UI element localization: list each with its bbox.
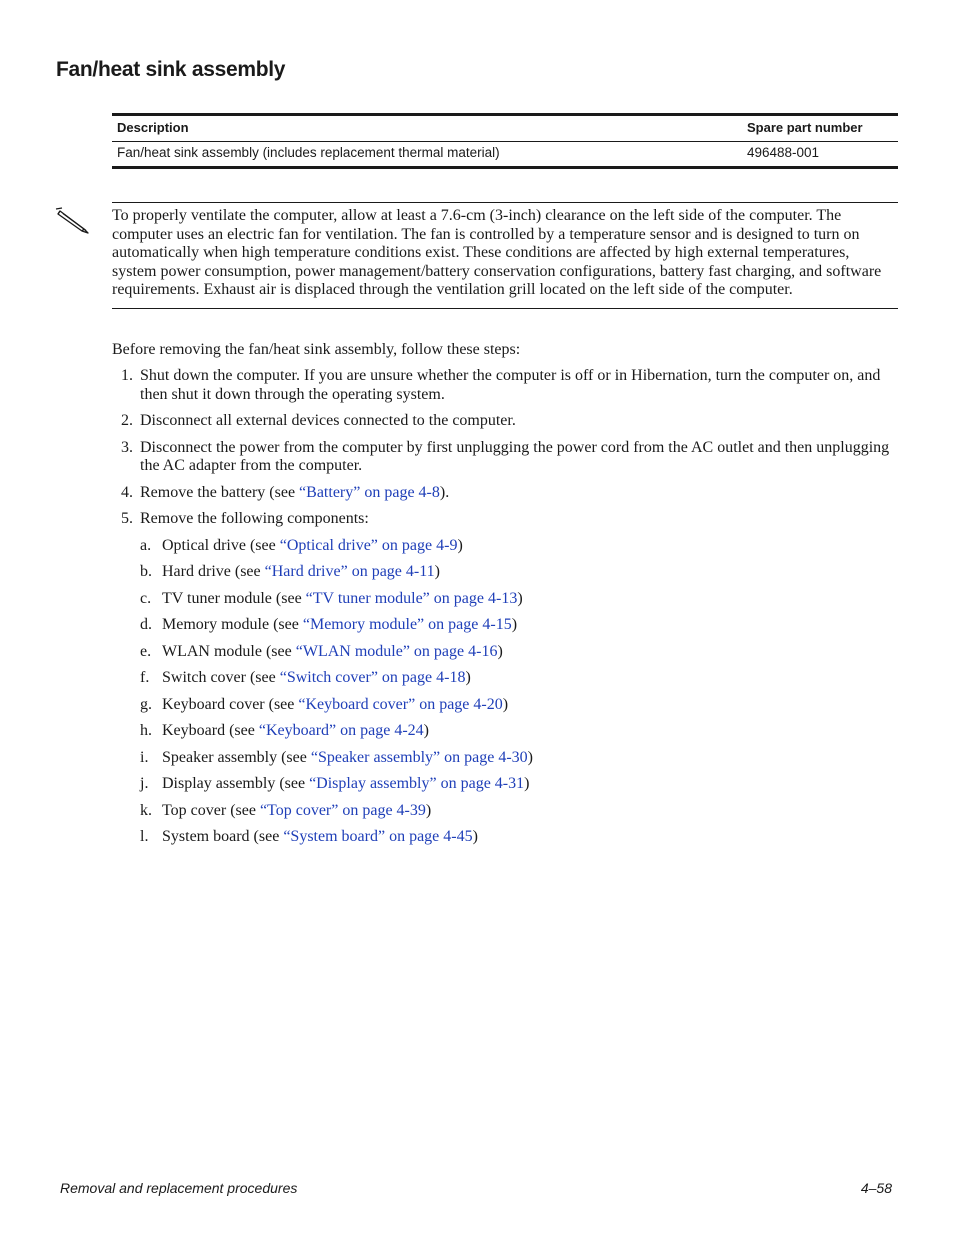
item-suffix: ) xyxy=(524,775,530,792)
footer-page-number: 4–58 xyxy=(860,1180,892,1196)
note-text: To properly ventilate the computer, allow at least a 7.6-cm (3-inch) clearance on the left side of the computer. The computer uses an electric fan for ventilation. The fan is controlled by a temperature sensor and is designed to turn on automatically when high temperature conditions exist. These conditions are affected by high external temperatures, system power consumption, power management/battery conservation configurations, battery fast charging, and software requirements. Exhaust air is displaced through the ventilation grill located on the left side of the computer. xyxy=(112,207,882,298)
item-letter: f. xyxy=(140,669,150,686)
table-row xyxy=(112,142,898,168)
step-text: Shut down the computer. If you are unsure whether the computer is off or in Hibernation, turn the computer on, and then shut it down through the operating system. xyxy=(140,367,881,403)
item-text: WLAN module (see xyxy=(162,642,296,660)
intro-text: Before removing the fan/heat sink assembly, follow these steps: xyxy=(112,341,521,358)
item-suffix: ) xyxy=(497,642,503,660)
item-suffix: ) xyxy=(472,828,478,845)
memory-module-link[interactable]: “Memory module” on page 4-15 xyxy=(302,616,512,633)
step-item xyxy=(112,484,898,503)
list-item xyxy=(140,669,898,688)
item-letter: g. xyxy=(140,695,152,713)
item-text: Keyboard (see xyxy=(162,722,259,739)
spare-parts-table xyxy=(112,113,898,169)
keyboard-link[interactable]: “Keyboard” on page 4-24 xyxy=(258,722,424,739)
hard-drive-link[interactable]: “Hard drive” on page 4-11 xyxy=(264,563,435,580)
step-number: 2. xyxy=(121,412,133,429)
step-text: Disconnect the power from the computer by first unplugging the power cord from the AC outlet and then unplugging the AC adapter from the computer. xyxy=(140,438,890,474)
item-text: Optical drive (see xyxy=(162,536,280,554)
step-text: Remove the following components: xyxy=(140,510,369,527)
item-suffix: ) xyxy=(434,563,440,580)
step-number: 3. xyxy=(121,438,133,456)
table-header-row xyxy=(112,115,898,142)
item-text: Top cover (see xyxy=(162,801,260,819)
list-item xyxy=(140,643,898,662)
item-text: Switch cover (see xyxy=(162,669,280,686)
step-text: Disconnect all external devices connected to the computer. xyxy=(140,412,516,429)
list-item xyxy=(140,537,898,556)
item-letter: k. xyxy=(140,801,152,819)
item-letter: d. xyxy=(140,616,152,633)
wlan-module-link[interactable]: “WLAN module” on page 4-16 xyxy=(295,642,498,660)
item-suffix: ) xyxy=(527,748,533,766)
item-letter: a. xyxy=(140,536,152,554)
list-item xyxy=(140,802,898,821)
switch-cover-link[interactable]: “Switch cover” on page 4-18 xyxy=(279,669,466,686)
pencil-note-icon xyxy=(54,207,94,235)
column-header-description: Description xyxy=(117,120,189,135)
step-number: 1. xyxy=(121,367,133,384)
step-text: Remove the battery (see xyxy=(140,483,300,501)
list-item xyxy=(140,749,898,768)
item-text: Speaker assembly (see xyxy=(162,748,311,766)
item-text: System board (see xyxy=(162,828,284,845)
keyboard-cover-link[interactable]: “Keyboard cover” on page 4-20 xyxy=(298,695,503,713)
system-board-link[interactable]: “System board” on page 4-45 xyxy=(283,828,473,845)
item-suffix: ) xyxy=(465,669,471,686)
ventilation-note xyxy=(112,202,898,309)
step-item xyxy=(112,510,898,847)
optical-drive-link[interactable]: “Optical drive” on page 4-9 xyxy=(279,536,458,554)
procedure-steps xyxy=(112,367,898,855)
list-item xyxy=(140,616,898,635)
item-letter: i. xyxy=(140,748,149,766)
top-cover-link[interactable]: “Top cover” on page 4-39 xyxy=(259,801,426,819)
step-item xyxy=(112,439,898,476)
page-title: Fan/heat sink assembly xyxy=(56,58,286,81)
item-text: Memory module (see xyxy=(162,616,303,633)
column-header-spare-part-number: Spare part number xyxy=(747,120,863,135)
tv-tuner-module-link[interactable]: “TV tuner module” on page 4-13 xyxy=(305,589,518,607)
component-list xyxy=(140,537,898,847)
item-suffix: ) xyxy=(457,536,463,554)
item-letter: l. xyxy=(140,828,149,845)
list-item xyxy=(140,722,898,741)
table-cell-spare-part-number: 496488-001 xyxy=(747,145,820,160)
list-item xyxy=(140,563,898,582)
item-letter: j. xyxy=(140,775,149,792)
item-letter: c. xyxy=(140,589,152,607)
item-suffix: ) xyxy=(425,801,432,819)
step-number: 5. xyxy=(121,510,133,527)
display-assembly-link[interactable]: “Display assembly” on page 4-31 xyxy=(309,775,525,792)
step-item xyxy=(112,367,898,404)
item-text: TV tuner module (see xyxy=(162,589,306,607)
item-suffix: ) xyxy=(511,616,518,633)
item-suffix: ) xyxy=(517,589,523,607)
step-item xyxy=(112,412,898,431)
item-letter: h. xyxy=(140,722,152,739)
item-suffix: ) xyxy=(423,722,429,739)
list-item xyxy=(140,828,898,847)
speaker-assembly-link[interactable]: “Speaker assembly” on page 4-30 xyxy=(310,748,528,766)
item-text: Display assembly (see xyxy=(162,775,310,792)
step-number: 4. xyxy=(121,483,133,501)
item-letter: e. xyxy=(140,642,152,660)
item-text: Hard drive (see xyxy=(162,563,265,580)
item-text: Keyboard cover (see xyxy=(162,695,299,713)
step-text-suffix: ). xyxy=(439,483,450,501)
list-item xyxy=(140,590,898,609)
table-cell-description: Fan/heat sink assembly (includes replacement thermal material) xyxy=(117,145,500,160)
list-item xyxy=(140,696,898,715)
battery-link[interactable]: “Battery” on page 4-8 xyxy=(299,483,440,501)
list-item xyxy=(140,775,898,794)
item-letter: b. xyxy=(140,563,152,580)
footer-section-title: Removal and replacement procedures xyxy=(60,1180,298,1196)
item-suffix: ) xyxy=(502,695,509,713)
